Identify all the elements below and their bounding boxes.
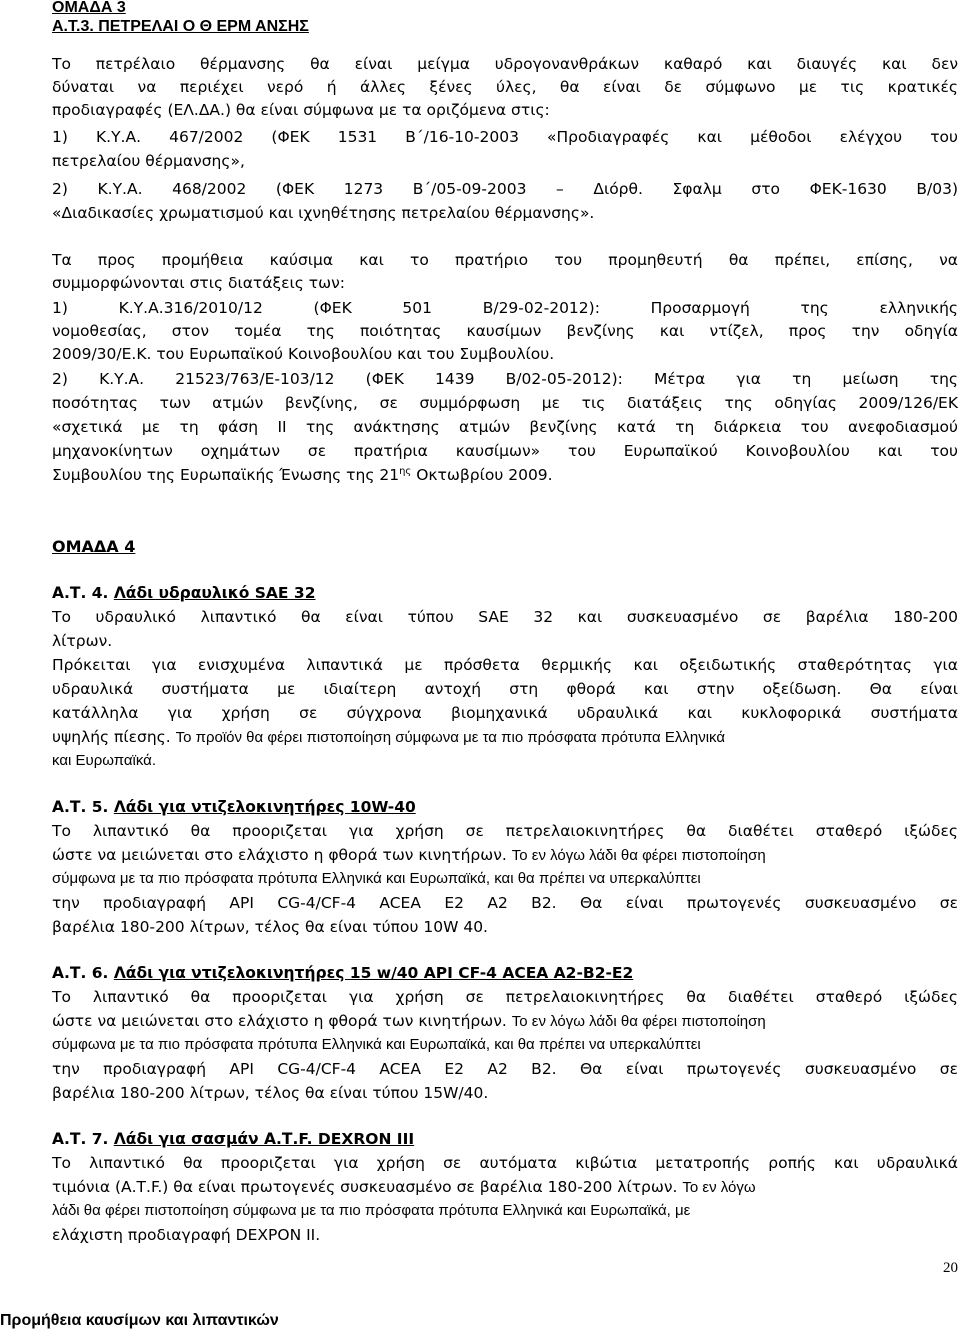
p2-line-5: 2009/30/Ε.Κ. του Ευρωπαϊκού Κοινοβουλίου και του Συμβουλίου. — [52, 345, 555, 363]
at4-line-5: κατάλληλα για χρήση σε σύγχρονα βιομηχανικά υδραυλικά και κυκλοφορικά συστήματα — [52, 704, 958, 722]
at5-line-2-cert: Το εν λόγω λάδι θα φέρει πιστοποίηση — [511, 847, 766, 864]
at5-line-2-text: ώστε να μειώνεται στο ελάχιστο η φθορά των κινητήρων. — [52, 846, 512, 864]
at6-line-2-text: ώστε να μειώνεται στο ελάχιστο η φθορά των κινητήρων. — [52, 1012, 512, 1030]
p2-line-8: «σχετικά με τη φάση ΙΙ της ανάκτησης ατμών βενζίνης κατά τη διάρκεια του ανεφοδιασμού — [52, 418, 958, 436]
p2-line-10-text: Συμβουλίου της Ευρωπαϊκής Ένωσης της 21 — [52, 466, 400, 484]
p1-line-5: πετρελαίου θέρμανσης», — [52, 152, 245, 170]
at6-line-1: Το λιπαντικό θα προοριζεται για χρήση σε πετρελαιοκινητήρες θα διαθέτει σταθερό ιξώδες — [52, 988, 958, 1006]
at4-line-6-cert: Το προϊόν θα φέρει πιστοποίηση σύμφωνα με τα πιο πρόσφατα πρότυπα Ελληνικά — [175, 729, 726, 746]
at7-line-2-cert: Το εν λόγω — [682, 1179, 756, 1196]
p1-line-6: 2) Κ.Υ.Α. 468/2002 (ΦΕΚ 1273 Β΄/05-09-2003 – Διόρθ. Σφαλμ στο ΦΕΚ-1630 Β/03) — [52, 180, 958, 198]
at4-title: Λάδι υδραυλικό SAE 32 — [113, 584, 316, 602]
p2-line-3: 1) Κ.Υ.Α.316/2010/12 (ΦΕΚ 501 Β/29-02-2012): Προσαρμογή της ελληνικής — [52, 299, 958, 317]
ordinal-suffix: ης — [399, 465, 412, 477]
at5-line-1: Το λιπαντικό θα προοριζεται για χρήση σε πετρελαιοκινητήρες θα διαθέτει σταθερό ιξώδες — [52, 822, 958, 840]
at4-line-1: Το υδραυλικό λιπαντικό θα είναι τύπου SAE 32 και συσκευασμένο σε βαρέλια 180-200 — [52, 608, 958, 626]
at5-number: Α.Τ. 5. — [52, 798, 114, 816]
at4-line-7: και Ευρωπαϊκά. — [52, 752, 157, 769]
at6-line-2-cert: Το εν λόγω λάδι θα φέρει πιστοποίηση — [511, 1013, 766, 1030]
at7-line-2-text: τιμόνια (Α.Τ.F.) θα είναι πρωτογενές συσκευασμένο σε βαρέλια 180-200 λίτρων. — [52, 1178, 683, 1196]
at7-line-4: ελάχιστη προδιαγραφή DEXPON II. — [52, 1226, 321, 1244]
p1-line-3: προδιαγραφές (ΕΛ.ΔΑ.) θα είναι σύμφωνα με τα οριζόμενα στις: — [52, 101, 550, 119]
at7-line-2 — [52, 1177, 756, 1198]
at4-line-2: λίτρων. — [52, 632, 113, 650]
at4-line-4: υδραυλικά συστήματα με ιδιαίτερη αντοχή στη φθορά και στην οξείδωση. Θα είναι — [52, 680, 958, 698]
at6-number: Α.Τ. 6. — [52, 964, 114, 982]
at6-title: Λάδι για ντιζελοκινητήρες 15 w/40 API CF-4 ACEA A2-B2-E2 — [113, 964, 634, 982]
group-4-heading: ΟΜΑΔΑ 4 — [52, 537, 136, 556]
at5-line-5: βαρέλια 180-200 λίτρων, τέλος θα είναι τύπου 10W 40. — [52, 918, 488, 936]
p1-line-1: Το πετρέλαιο θέρμανσης θα είναι μείγμα υδρογονανθράκων καθαρό και διαυγές και δεν — [52, 55, 958, 73]
at7-title: Λάδι για σασμάν Α.Τ.F. DEXRON III — [113, 1130, 415, 1148]
p2-line-6: 2) Κ.Υ.Α. 21523/763/Ε-103/12 (ΦΕΚ 1439 Β/02-05-2012): Μέτρα για τη μείωση της — [52, 370, 958, 388]
p2-line-9: μηχανοκίνητων οχημάτων σε πρατήρια καυσίμων» του Ευρωπαϊκού Κοινοβουλίου και του — [52, 442, 958, 460]
at7-line-1: Το λιπαντικό θα προοριζεται για χρήση σε αυτόματα κιβώτια μετατροπής ροπής και υδραυλικά — [52, 1154, 958, 1172]
p1-line-7: «Διαδικασίες χρωματισμού και ιχνηθέτησης πετρελαίου θέρμανσης». — [52, 204, 595, 222]
at4-line-6-text: υψηλής πίεσης. — [52, 728, 176, 746]
at6-heading — [52, 963, 633, 983]
at4-number: Α.Τ. 4. — [52, 584, 114, 602]
p2-line-7: ποσότητας των ατμών βενζίνης, σε συμμόρφωση με τις διατάξεις της οδηγίας 2009/126/ΕΚ — [52, 394, 958, 412]
at6-line-5: βαρέλια 180-200 λίτρων, τέλος θα είναι τύπου 15W/40. — [52, 1084, 489, 1102]
p2-line-10-tail: Οκτωβρίου 2009. — [411, 466, 553, 484]
at4-line-6 — [52, 727, 725, 748]
document-footer: Προμήθεια καυσίμων και λιπαντικών — [0, 1312, 279, 1329]
at7-line-3: λάδι θα φέρει πιστοποίηση σύμφωνα με τα πιο πρόσφατα πρότυπα Ελληνικά και Ευρωπαϊκά, με — [52, 1202, 691, 1219]
p2-line-4: νομοθεσίας, στον τομέα της ποιότητας καυσίμων βενζίνης και ντίζελ, προς την οδηγία — [52, 322, 958, 340]
at5-heading — [52, 797, 416, 817]
p2-line-1: Τα προς προμήθεια καύσιμα και το πρατήριο του προμηθευτή θα πρέπει, επίσης, να — [52, 251, 958, 269]
p1-line-2: δύναται να περιέχει νερό ή άλλες ξένες ύλες, θα είναι δε σύμφωνο με τις κρατικές — [52, 78, 958, 96]
at6-line-2 — [52, 1011, 766, 1032]
at4-line-3: Πρόκειται για ενισχυμένα λιπαντικά με πρόσθετα θερμικής και οξειδωτικής σταθερότητας για — [52, 656, 958, 674]
at5-line-2 — [52, 845, 766, 866]
p2-line-10 — [52, 465, 553, 485]
p2-line-2: συμμορφώνονται στις διατάξεις των: — [52, 274, 345, 292]
at5-line-4: την προδιαγραφή API CG-4/CF-4 ACEA E2 A2 B2. Θα είναι πρωτογενές συσκευασμένο σε — [52, 894, 958, 912]
page-number: 20 — [943, 1260, 958, 1276]
at6-line-3: σύμφωνα με τα πιο πρόσφατα πρότυπα Ελληνικά και Ευρωπαϊκά, και θα πρέπει να υπερκαλύπτει — [52, 1036, 701, 1053]
at3-heading: Α.Τ.3. ΠΕΤΡΕΛΑΙ Ο Θ ΕΡΜ ΑΝΣΗΣ — [52, 18, 309, 35]
at7-number: Α.Τ. 7. — [52, 1130, 114, 1148]
at5-line-3: σύμφωνα με τα πιο πρόσφατα πρότυπα Ελληνικά και Ευρωπαϊκά, και θα πρέπει να υπερκαλύπτει — [52, 870, 701, 887]
group-3-heading: ΟΜΑΔΑ 3 — [52, 0, 126, 16]
at6-line-4: την προδιαγραφή API CG-4/CF-4 ACEA E2 A2 B2. Θα είναι πρωτογενές συσκευασμένο σε — [52, 1060, 958, 1078]
p1-line-4: 1) Κ.Υ.Α. 467/2002 (ΦΕΚ 1531 Β΄/16-10-2003 «Προδιαγραφές και μέθοδοι ελέγχου του — [52, 128, 958, 146]
at7-heading — [52, 1129, 414, 1149]
at4-heading — [52, 583, 316, 603]
at5-title: Λάδι για ντιζελοκινητήρες 10W-40 — [113, 798, 416, 816]
